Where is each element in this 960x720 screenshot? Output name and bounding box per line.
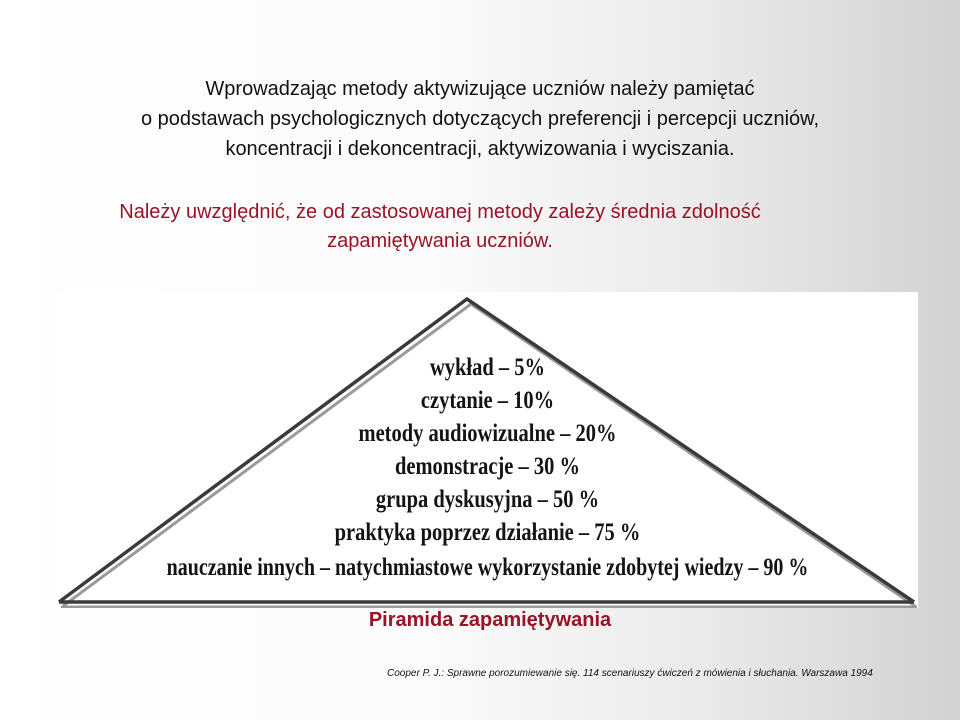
pyramid-diagram	[57, 292, 918, 608]
pyramid-level-1: wykład – 5%	[429, 354, 546, 381]
note-line-2: zapamiętywania uczniów.	[327, 230, 553, 252]
pyramid-level-4: demonstracje – 30 %	[394, 453, 581, 480]
note-paragraph	[30, 198, 850, 256]
intro-line-3: koncentracji i dekoncentracji, aktywizowania i wyciszania.	[225, 138, 735, 160]
pyramid-level-6: praktyka poprzez działanie – 75 %	[334, 519, 641, 546]
pyramid-level-7: nauczanie innych – natychmiastowe wykorzystanie zdobytej wiedzy – 90 %	[166, 554, 809, 581]
intro-line-2: o podstawach psychologicznych dotyczących preferencji i percepcji uczniów,	[140, 108, 820, 130]
pyramid-level-5: grupa dyskusyjna – 50 %	[375, 486, 600, 513]
intro-line-1: Wprowadzając metody aktywizujące uczniów należy pamiętać	[205, 78, 755, 100]
note-line-1: Należy uwzględnić, że od zastosowanej metody zależy średnia zdolność	[119, 201, 761, 223]
pyramid-level-2: czytanie – 10%	[420, 387, 555, 414]
pyramid-caption: Piramida zapamiętywania	[368, 609, 612, 631]
pyramid-level-3: metody audiowizualne – 20%	[358, 420, 617, 447]
source-citation: Cooper P. J.: Sprawne porozumiewanie się. 114 scenariuszy ćwiczeń z mówienia i słuchania. Warszawa 1994	[387, 668, 873, 679]
intro-paragraph	[40, 74, 920, 164]
